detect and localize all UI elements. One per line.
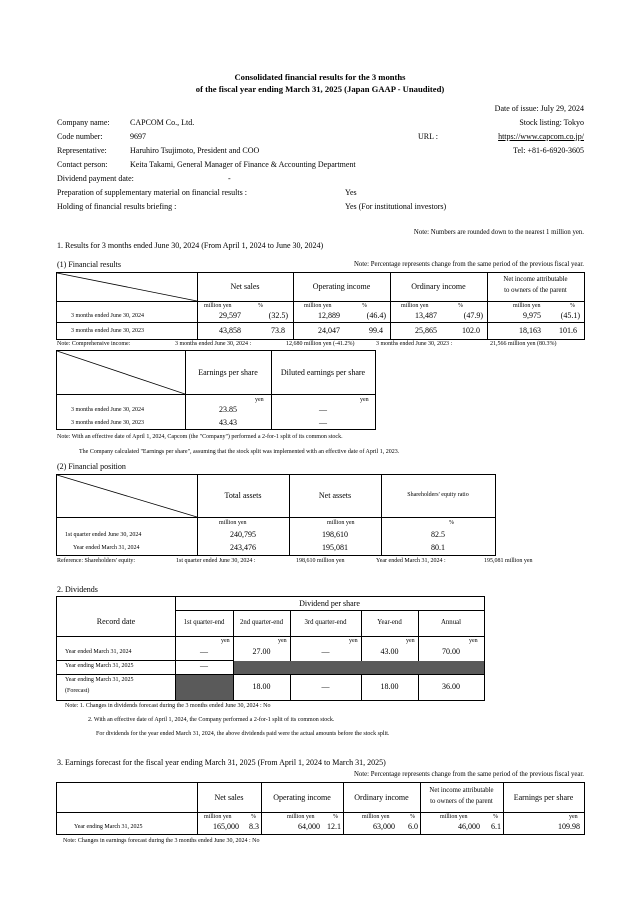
unit-pct: % (251, 814, 256, 820)
unit-pct: % (458, 303, 463, 309)
comprehensive-income-label: Note: Comprehensive income: (57, 341, 131, 347)
eps-cell: — (319, 418, 327, 427)
doc-title-line1: Consolidated financial results for the 3 months (234, 72, 406, 82)
financial-results-pct-note: Note: Percentage represents change from the same period of the previous fiscal year. (353, 261, 584, 268)
unit-pct: % (333, 814, 338, 820)
ef-cell: 64,000 (298, 822, 320, 831)
ef-header-net-income-2: to owners of the parent (430, 798, 493, 805)
div-cell: 43.00 (380, 647, 399, 656)
unit-yen: yen (278, 638, 287, 644)
fr-cell: (32.5) (268, 311, 288, 320)
comprehensive-income-cur-label: 3 months ended June 30, 2024 : (175, 341, 252, 347)
unit-million-yen: million yen (440, 814, 468, 820)
div-cell: 18.00 (380, 682, 399, 691)
fr-cell: (47.9) (463, 311, 483, 320)
fr-cell: 12,889 (318, 311, 340, 320)
div-col-year-end: Year-end (377, 619, 402, 626)
equity-reference-prev-value: 195,081 million yen (484, 558, 533, 564)
financial-results-table (56, 272, 585, 340)
earnings-forecast-table (56, 782, 585, 835)
unit-million-yen: million yen (204, 303, 232, 309)
fp-header-net-assets: Net assets (318, 491, 352, 500)
fr-cell: (46.4) (366, 311, 386, 320)
fr-cell: 102.0 (462, 326, 480, 335)
unit-yen: yen (255, 397, 264, 403)
representative-label: Representative: (57, 146, 107, 155)
table-corner-diagonal (57, 273, 197, 301)
ef-cell: 109.98 (558, 822, 580, 831)
div-col-1q: 1st quarter-end (183, 619, 225, 626)
unit-yen: yen (221, 638, 230, 644)
financial-results-subheading: (1) Financial results (57, 260, 121, 269)
unit-pct: % (410, 814, 415, 820)
unit-million-yen: million yen (204, 814, 232, 820)
div-cell: — (200, 661, 208, 670)
comprehensive-income-prev-label: 3 months ended June 30, 2023 : (376, 341, 453, 347)
ef-cell: 8.3 (249, 822, 259, 831)
fr-cell: 18,163 (519, 326, 541, 335)
table-corner-diagonal (57, 475, 197, 517)
ef-cell: 6.1 (491, 822, 501, 831)
div-shaded-cells (234, 661, 484, 674)
unit-million-yen: million yen (304, 303, 332, 309)
telephone: Tel: +81-6-6920-3605 (513, 146, 584, 155)
fp-header-equity-ratio: Shareholders' equity ratio (407, 492, 469, 498)
ef-header-eps: Earnings per share (513, 793, 574, 802)
eps-table (56, 350, 376, 430)
div-cell: — (200, 647, 208, 656)
div-note-2: 2. With an effective date of April 1, 2024, the Company performed a 2-for-1 split of its common stock. (88, 717, 335, 723)
ef-cell: 46,000 (458, 822, 480, 831)
eps-header: Earnings per share (198, 368, 258, 377)
fr-cell: 24,047 (318, 326, 340, 335)
fr-header-net-sales: Net sales (230, 282, 260, 291)
fr-cell: 29,597 (219, 311, 241, 320)
div-row-label: Year ending March 31, 2025 (65, 677, 134, 683)
ef-row-label: Year ending March 31, 2025 (74, 824, 143, 830)
date-of-issue: Date of issue: July 29, 2024 (494, 104, 584, 113)
ef-header-net-sales: Net sales (214, 793, 244, 802)
dividend-per-share-header: Dividend per share (299, 599, 360, 608)
diluted-eps-header: Diluted earnings per share (280, 368, 366, 377)
fp-cell: 195,081 (322, 543, 348, 552)
stock-listing: Stock listing: Tokyo (519, 118, 584, 127)
div-cell: — (321, 647, 330, 656)
eps-cell: 43.43 (219, 418, 237, 427)
unit-million-yen: million yen (219, 520, 247, 526)
unit-million-yen: million yen (513, 303, 541, 309)
div-cell: 27.00 (252, 647, 271, 656)
financial-position-subheading: (2) Financial position (57, 462, 126, 471)
rounding-note: Note: Numbers are rounded down to the nearest 1 million yen. (413, 229, 584, 236)
fr-cell: 73.8 (271, 326, 285, 335)
company-url-link[interactable]: https://www.capcom.co.jp/ (498, 132, 584, 141)
fr-cell: (45.1) (560, 311, 580, 320)
representative-value: Haruhiro Tsujimoto, President and COO (130, 146, 260, 155)
code-number-label: Code number: (57, 132, 103, 141)
briefing-value: Yes (For institutional investors) (345, 202, 447, 211)
unit-pct: % (449, 520, 454, 526)
equity-reference-label: Reference: Shareholders' equity: (57, 558, 136, 564)
fr-cell: 9,975 (523, 311, 541, 320)
fr-header-ordinary-income: Ordinary income (411, 282, 466, 291)
unit-yen: yen (349, 638, 358, 644)
unit-pct: % (570, 303, 575, 309)
contact-person-label: Contact person: (57, 160, 108, 169)
eps-cell: — (319, 405, 327, 414)
div-note-1: Note: 1. Changes in dividends forecast during the 3 months ended June 30, 2024 : No (65, 703, 271, 709)
div-note-3: For dividends for the year ended March 31, 2024, the above dividends paid were the actual amounts before the stock split. (96, 731, 390, 737)
div-row-label-forecast: (Forecast) (65, 688, 90, 694)
equity-reference-prev-label: Year ended March 31, 2024 : (376, 558, 446, 564)
financial-position-table (56, 474, 496, 556)
ef-cell: 63,000 (373, 822, 395, 831)
eps-note-2: The Company calculated "Earnings per share", assuming that the stock split was implemented with an effective date of April 1, 2023. (79, 449, 400, 455)
unit-yen: yen (360, 397, 369, 403)
equity-reference-cur-value: 198,610 million yen (296, 558, 345, 564)
div-col-annual: Annual (440, 619, 461, 626)
div-row-label: Year ended March 31, 2024 (65, 649, 132, 655)
unit-million-yen: million yen (327, 520, 355, 526)
fr-cell: 43,858 (219, 326, 241, 335)
company-name-label: Company name: (57, 118, 110, 127)
table-corner-diagonal (57, 351, 185, 394)
fp-header-total-assets: Total assets (224, 491, 262, 500)
eps-cell: 23.85 (219, 405, 237, 414)
unit-million-yen: million yen (362, 814, 390, 820)
eps-row-label: 3 months ended June 30, 2024 (71, 407, 144, 413)
supplementary-value: Yes (345, 188, 357, 197)
unit-yen: yen (569, 814, 578, 820)
forecast-heading: 3. Earnings forecast for the fiscal year ending March 31, 2025 (From April 1, 2024 to March 31, 2025) (57, 758, 386, 767)
fp-cell: 243,476 (230, 543, 256, 552)
unit-pct: % (258, 303, 263, 309)
div-col-3q: 3rd quarter-end (304, 619, 347, 626)
eps-note-1: Note: With an effective date of April 1, 2024, Capcom (the "Company") performed a 2-for-1 split of its common stock. (57, 434, 343, 440)
unit-yen: yen (469, 638, 478, 644)
ef-cell: 165,000 (213, 822, 239, 831)
equity-reference-cur-label: 1st quarter ended June 30, 2024 : (176, 558, 256, 564)
fp-row-label: Year ended March 31, 2024 (73, 545, 140, 551)
company-name-value: CAPCOM Co., Ltd. (130, 118, 195, 127)
unit-pct: % (362, 303, 367, 309)
dividend-date-label: Dividend payment date: (57, 174, 134, 183)
div-row-label: Year ending March 31, 2025 (65, 663, 134, 669)
unit-million-yen: million yen (401, 303, 429, 309)
forecast-note: Note: Changes in earnings forecast during the 3 months ended June 30, 2024 : No (63, 838, 260, 844)
briefing-label: Holding of financial results briefing : (57, 202, 177, 211)
div-cell: — (321, 682, 330, 691)
div-col-2q: 2nd quarter-end (239, 619, 284, 626)
fr-cell: 99.4 (369, 326, 383, 335)
record-date-header: Record date (96, 617, 136, 626)
ef-header-net-income-1: Net income attributable (429, 787, 494, 794)
unit-million-yen: million yen (287, 814, 315, 820)
contact-person-value: Keita Takami, General Manager of Finance & Accounting Department (130, 160, 356, 169)
div-cell: 36.00 (442, 682, 460, 691)
dividend-date-value: - (228, 174, 231, 183)
fr-cell: 25,865 (415, 326, 437, 335)
fr-header-net-income-2: to owners of the parent (504, 287, 567, 294)
eps-row-label: 3 months ended June 30, 2023 (71, 420, 144, 426)
code-number-value: 9697 (130, 132, 146, 141)
dividends-table (56, 596, 485, 701)
forecast-pct-note: Note: Percentage represents change from the same period of the previous fiscal year. (353, 771, 584, 778)
dividends-heading: 2. Dividends (57, 585, 98, 594)
fr-row-label: 3 months ended June 30, 2023 (71, 328, 144, 334)
comprehensive-income-prev-value: 21,566 million yen (80.3%) (490, 341, 557, 347)
fp-cell: 198,610 (322, 530, 348, 539)
comprehensive-income-cur-value: 12,680 million yen (-41.2%) (286, 341, 355, 347)
ef-cell: 6.0 (408, 822, 418, 831)
fp-row-label: 1st quarter ended June 30, 2024 (65, 532, 142, 538)
fr-header-operating-income: Operating income (312, 282, 371, 291)
fr-cell: 101.6 (559, 326, 577, 335)
url-label: URL : (418, 132, 438, 141)
doc-title-line2: of the fiscal year ending March 31, 2025 (Japan GAAP - Unaudited) (195, 84, 445, 94)
fr-cell: 13,487 (415, 311, 437, 320)
fr-row-label: 3 months ended June 30, 2024 (71, 313, 144, 319)
div-cell: 18.00 (252, 682, 271, 691)
fp-cell: 80.1 (431, 543, 445, 552)
ef-header-ordinary-income: Ordinary income (354, 793, 409, 802)
ef-header-operating-income: Operating income (273, 793, 331, 802)
supplementary-label: Preparation of supplementary material on financial results : (57, 188, 247, 197)
div-shaded-cell (176, 675, 233, 700)
fp-cell: 82.5 (431, 530, 445, 539)
section1-heading: 1. Results for 3 months ended June 30, 2024 (From April 1, 2024 to June 30, 2024) (57, 241, 324, 250)
unit-pct: % (493, 814, 498, 820)
div-cell: 70.00 (442, 647, 460, 656)
unit-yen: yen (406, 638, 415, 644)
ef-cell: 12.1 (327, 822, 341, 831)
fp-cell: 240,795 (230, 530, 256, 539)
fr-header-net-income-1: Net income attributable (503, 276, 568, 283)
